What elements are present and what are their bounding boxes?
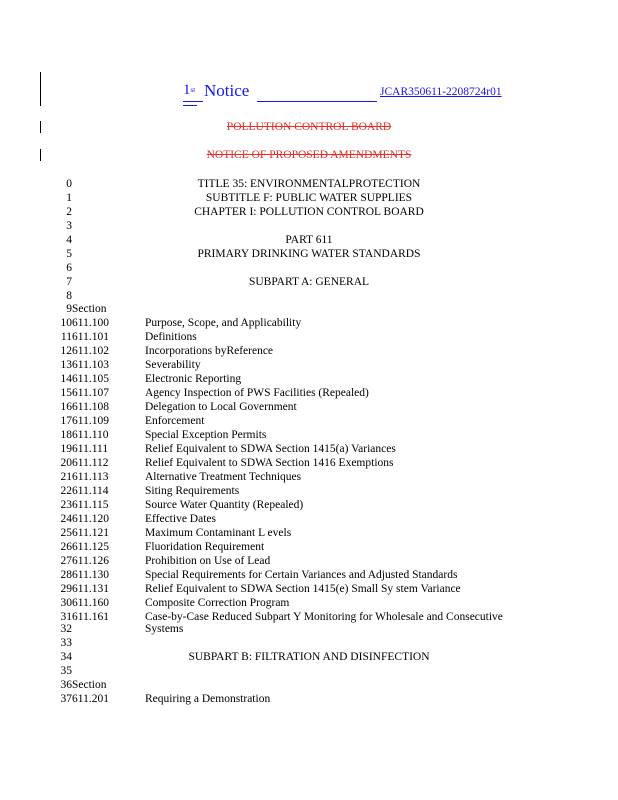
section-row	[0, 484, 618, 498]
section-title: Effective Dates	[145, 513, 216, 525]
line-number: 32	[60, 623, 72, 635]
line-number: 7	[66, 276, 72, 288]
section-number: 611.107	[72, 387, 109, 399]
line-number: 12	[60, 345, 72, 357]
section-number: 611.101	[72, 331, 109, 343]
line-number: 19	[60, 443, 72, 455]
section-number: 611.131	[72, 583, 109, 595]
line-number: 8	[66, 290, 72, 302]
section-row	[0, 470, 618, 484]
section-title: Siting Requirements	[145, 485, 240, 497]
section-number: 611.108	[72, 401, 109, 413]
section-title: Enforcement	[145, 415, 205, 427]
section-row	[0, 428, 618, 442]
line-number: 27	[60, 555, 72, 567]
line-number: 36	[60, 679, 72, 691]
section-title: Relief Equivalent to SDWA Section 1415(a) Variances	[145, 443, 396, 455]
blank-row	[0, 636, 618, 650]
section-title: Incorporations byReference	[145, 345, 274, 357]
section-number: 611.125	[72, 541, 109, 553]
section-title: Relief Equivalent to SDWA Section 1415(e) Small Sy stem Variance	[145, 583, 461, 595]
section-row	[0, 582, 618, 596]
heading-text: TITLE 35: ENVIRONMENTALPROTECTION	[197, 178, 421, 190]
section-title: Prohibition on Use of Lead	[145, 555, 271, 567]
change-bar	[40, 72, 41, 106]
heading-row	[0, 289, 618, 303]
section-row	[0, 330, 618, 344]
section-row	[0, 596, 618, 610]
heading-row	[0, 247, 618, 261]
line-number: 26	[60, 541, 72, 553]
section-number: 611.105	[72, 373, 109, 385]
line-number: 24	[60, 513, 72, 525]
section-number: 611.113	[72, 471, 109, 483]
section-title: Relief Equivalent to SDWA Section 1416 Exemptions	[145, 457, 394, 469]
section-number: 611.120	[72, 513, 109, 525]
section-row	[0, 386, 618, 400]
section-number: 611.115	[72, 499, 109, 511]
line-number: 15	[60, 387, 72, 399]
line-number: 34	[60, 651, 72, 663]
section-number: 611.103	[72, 359, 109, 371]
section-number: 611.112	[72, 457, 109, 469]
line-number: 17	[60, 415, 72, 427]
section-title: Special Requirements for Certain Variances and Adjusted Standards	[145, 569, 458, 581]
line-number: 9	[66, 303, 72, 315]
heading-text: SUBPART A: GENERAL	[248, 276, 370, 288]
section-row	[0, 344, 618, 358]
line-number: 16	[60, 401, 72, 413]
section-title: Composite Correction Program	[145, 597, 290, 609]
blank-row	[0, 664, 618, 678]
section-title: Special Exception Permits	[145, 429, 267, 441]
line-number: 35	[60, 665, 72, 677]
heading-row	[0, 205, 618, 219]
heading-row	[0, 233, 618, 247]
section-row	[0, 512, 618, 526]
line-number: 6	[66, 262, 72, 274]
section-row	[0, 498, 618, 512]
line-number: 11	[60, 331, 72, 343]
line-number: 22	[60, 485, 72, 497]
section-title: Delegation to Local Government	[145, 401, 297, 413]
line-number: 18	[60, 429, 72, 441]
subpart-heading-row	[0, 650, 618, 664]
deleted-board-heading: POLLUTION CONTROL BOARD	[226, 121, 392, 133]
notice-label: Notice	[204, 81, 250, 100]
section-title: Agency Inspection of PWS Facilities (Repealed)	[145, 387, 369, 399]
line-number: 28	[60, 569, 72, 581]
section-number: 611.130	[72, 569, 109, 581]
deleted-notice-heading: NOTICE OF PROPOSED AMENDMENTS	[206, 149, 412, 161]
section-number: 611.121	[72, 527, 109, 539]
line-number: 10	[60, 317, 72, 329]
line-number: 13	[60, 359, 72, 371]
section-row	[0, 456, 618, 470]
heading-text: PART 611	[285, 234, 333, 246]
section-row	[0, 414, 618, 428]
section-row	[0, 526, 618, 540]
section-title: Purpose, Scope, and Applicability	[145, 317, 302, 329]
section-title: Source Water Quantity (Repealed)	[145, 499, 304, 511]
line-number: 21	[60, 471, 72, 483]
line-number: 5	[66, 248, 72, 260]
document-id: JCAR350611-2208724r01	[380, 86, 502, 98]
section-label: Section	[72, 303, 107, 315]
section-row	[0, 316, 618, 330]
section-number: 611.201	[72, 693, 109, 705]
subpart-heading: SUBPART B: FILTRATION AND DISINFECTION	[188, 651, 430, 663]
line-number: 1	[66, 192, 72, 204]
line-number: 33	[60, 637, 72, 649]
section-title: Electronic Reporting	[145, 373, 242, 385]
section-number: 611.114	[72, 485, 109, 497]
line-number: 31	[60, 611, 72, 623]
section-title: Severability	[145, 359, 201, 371]
underline	[257, 101, 377, 102]
line-number: 29	[60, 583, 72, 595]
line-number: 20	[60, 457, 72, 469]
heading-row	[0, 261, 618, 275]
section-title: Definitions	[145, 331, 197, 343]
notice-number: 1st	[183, 82, 196, 98]
section-label: Section	[72, 679, 107, 691]
line-number: 30	[60, 597, 72, 609]
section-row	[0, 540, 618, 554]
section-number: 611.160	[72, 597, 109, 609]
section-row	[0, 692, 618, 706]
heading-text: CHAPTER I: POLLUTION CONTROL BOARD	[194, 206, 424, 218]
heading-text: PRIMARY DRINKING WATER STANDARDS	[197, 248, 421, 260]
section-title: Systems	[145, 623, 184, 635]
section-label-row	[0, 678, 618, 692]
heading-text: SUBTITLE F: PUBLIC WATER SUPPLIES	[205, 192, 413, 204]
section-title: Case-by-Case Reduced Subpart Y Monitoring for Wholesale and Consecutive	[145, 611, 503, 623]
underline	[183, 101, 203, 102]
continuation-row	[0, 622, 618, 636]
heading-row	[0, 275, 618, 289]
section-row	[0, 400, 618, 414]
line-number: 0	[66, 178, 72, 190]
section-number: 611.110	[72, 429, 109, 441]
section-number: 611.109	[72, 415, 109, 427]
line-number: 4	[66, 234, 72, 246]
section-number: 611.126	[72, 555, 109, 567]
underline	[183, 105, 197, 106]
section-row	[0, 442, 618, 456]
section-label-row	[0, 302, 618, 316]
line-number: 14	[60, 373, 72, 385]
section-row	[0, 554, 618, 568]
heading-row	[0, 219, 618, 233]
line-number: 2	[66, 206, 72, 218]
section-number: 611.100	[72, 317, 109, 329]
line-number: 3	[66, 220, 72, 232]
section-number: 611.111	[72, 443, 109, 455]
section-row	[0, 358, 618, 372]
heading-row	[0, 177, 618, 191]
section-title: Maximum Contaminant L evels	[145, 527, 292, 539]
section-row	[0, 568, 618, 582]
section-number: 611.161	[72, 611, 109, 623]
section-row	[0, 372, 618, 386]
section-title: Requiring a Demonstration	[145, 693, 271, 705]
section-title: Alternative Treatment Techniques	[145, 471, 302, 483]
line-number: 25	[60, 527, 72, 539]
line-number: 37	[60, 693, 72, 705]
section-number: 611.102	[72, 345, 109, 357]
line-number: 23	[60, 499, 72, 511]
heading-row	[0, 191, 618, 205]
section-title: Fluoridation Requirement	[145, 541, 265, 553]
